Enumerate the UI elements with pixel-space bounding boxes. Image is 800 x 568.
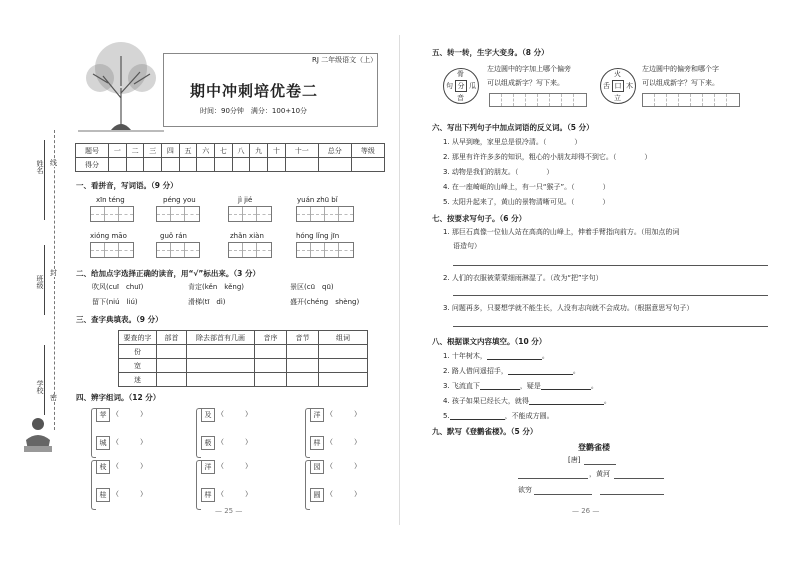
fill-text: 4. 孩子如果已经长大，就得 [443, 397, 529, 405]
dict-col-header: 部首 [157, 331, 187, 345]
reading-choice[interactable]: 吹风(cuī chuī) [92, 283, 144, 291]
score-cell[interactable] [144, 158, 162, 172]
score-cell[interactable] [179, 158, 197, 172]
dict-cell[interactable] [187, 359, 255, 373]
wheel-char: 骨 [457, 70, 464, 78]
fill-blank[interactable] [529, 397, 604, 405]
pinyin-7: zhǎn xiàn [230, 232, 264, 240]
dictionary-header-row [119, 331, 368, 345]
section-4-heading: 四、辨字组词。（12 分） [76, 393, 161, 402]
wheel-char: 瓜 [469, 82, 476, 90]
dict-col-header: 音序 [255, 331, 287, 345]
fill-text: ，疑是 [519, 382, 541, 390]
wheel-hint: 左边圆中的字加上哪个偏旁 [487, 65, 571, 73]
fill-blank[interactable] [508, 367, 573, 375]
right-page [400, 0, 800, 568]
section-6-heading: 六、写出下列句子中加点词语的反义词。（5 分） [432, 123, 594, 132]
wheel-hint: 左边圆中的偏旁和哪个字 [642, 65, 719, 73]
fill-item: 4. 孩子如果已经长大，就得 。 [443, 397, 611, 405]
char-box: 洋 [201, 460, 215, 474]
time-score-info: 时间：90分钟 满分：100+10分 [200, 107, 308, 115]
antonym-item[interactable]: 4. 在一座崎岖的山峰上，有一只“猴子”。（ ） [443, 183, 610, 191]
score-head-cell: 十 [268, 144, 286, 158]
label-class: 班级 [36, 275, 44, 289]
pinyin-6: guǒ rán [160, 232, 187, 240]
poem-line-2b[interactable] [600, 494, 664, 495]
dict-cell[interactable] [319, 373, 368, 387]
score-cell[interactable] [268, 158, 286, 172]
score-cell[interactable] [232, 158, 250, 172]
score-head-cell: 四 [162, 144, 180, 158]
word-paren[interactable]: （ ） [112, 490, 147, 498]
reading-boy-illustration [18, 412, 58, 457]
class-line [44, 245, 45, 315]
answer-grid[interactable] [156, 242, 200, 258]
tree-illustration [78, 38, 164, 132]
word-paren[interactable]: （ ） [217, 490, 252, 498]
section-8-heading: 八、根据课文内容填空。（10 分） [432, 337, 547, 346]
fill-item: 1. 十年树木， 。 [443, 352, 549, 360]
fill-item [443, 412, 554, 420]
sentence-task: 3. 问题再多，只要想学就不能生长，人没有志向就不会成功。（根据意思写句子） [443, 304, 694, 312]
char-box: 园 [310, 460, 324, 474]
pinyin-1: xīn téng [96, 196, 125, 204]
char-box: 圆 [310, 488, 324, 502]
dict-cell[interactable] [187, 373, 255, 387]
dict-cell[interactable] [287, 359, 319, 373]
page-number-left: — 25 — [215, 507, 243, 515]
dictionary-row [119, 345, 368, 359]
dict-cell[interactable] [187, 345, 255, 359]
score-head-cell: 七 [215, 144, 233, 158]
char-box: 样 [310, 436, 324, 450]
fill-item: 2. 路人借问遥招手， 。 [443, 367, 580, 375]
wheel-hint: 可以组成新字？写下来。 [487, 79, 564, 87]
score-cell[interactable] [126, 158, 144, 172]
answer-grid[interactable] [90, 242, 134, 258]
dictionary-table [118, 330, 368, 387]
score-table-header-row [76, 144, 385, 158]
dict-cell[interactable] [319, 359, 368, 373]
fill-blank[interactable] [480, 382, 520, 390]
score-table [75, 143, 385, 172]
word-paren[interactable]: （ ） [326, 410, 361, 418]
section-2-heading: 二、给加点字选择正确的读音，用“√”标出来。（3 分） [76, 269, 260, 278]
score-cell[interactable] [197, 158, 215, 172]
wheel-char: 立 [614, 94, 621, 102]
poem-title: 登鹳雀楼 [578, 443, 610, 452]
word-paren[interactable]: （ ） [326, 462, 361, 470]
pinyin-4: yuán zhū bǐ [297, 196, 338, 204]
answer-line[interactable] [453, 326, 768, 327]
antonym-item[interactable]: 3. 动物是我们的朋友。（ ） [443, 168, 554, 176]
dict-cell[interactable] [157, 373, 187, 387]
antonym-item[interactable]: 5. 太阳升起来了，黄山的景物清晰可见。（ ） [443, 198, 610, 206]
char-box: 苹 [96, 408, 110, 422]
score-cell[interactable] [109, 158, 127, 172]
score-cell[interactable] [285, 158, 318, 172]
dict-cell[interactable] [287, 373, 319, 387]
dict-cell[interactable] [319, 345, 368, 359]
word-paren[interactable]: （ ） [217, 462, 252, 470]
seal-mark: 密 [50, 394, 57, 402]
section-1-heading: 一、看拼音，写词语。（9 分） [76, 181, 178, 190]
score-head-cell: 五 [179, 144, 197, 158]
char-box: 及 [201, 408, 215, 422]
pinyin-5: xióng māo [90, 232, 127, 240]
dict-col-header: 组词 [319, 331, 368, 345]
wheel-char: 音 [457, 94, 464, 102]
bind-mark: 封 [50, 269, 57, 277]
dict-cell[interactable] [157, 345, 187, 359]
school-line [44, 345, 45, 415]
fill-blank[interactable] [487, 352, 542, 360]
answer-line[interactable] [453, 265, 768, 266]
wheel-char: 木 [626, 82, 633, 90]
reading-choice[interactable]: 留下(niú liú) [92, 298, 138, 306]
char-box: 极 [201, 436, 215, 450]
section-9-heading: 九、默写《登鹳雀楼》。（5 分） [432, 427, 538, 436]
word-paren[interactable]: （ ） [217, 438, 252, 446]
score-cell[interactable] [215, 158, 233, 172]
dict-col-header: 音节 [287, 331, 319, 345]
dict-char: 份 [119, 345, 157, 359]
char-box: 洋 [310, 408, 324, 422]
score-head-cell: 总分 [318, 144, 351, 158]
line-mark: 线 [50, 159, 57, 167]
fill-blank[interactable] [450, 412, 505, 420]
page-title: 期中冲刺培优卷二 [190, 82, 319, 100]
reading-choice[interactable]: 肯定(kěn kěng) [188, 283, 244, 291]
section-3-heading: 三、查字典填表。（9 分） [76, 315, 163, 324]
word-paren[interactable]: （ ） [326, 490, 361, 498]
word-paren[interactable]: （ ） [112, 410, 147, 418]
dictionary-row [119, 373, 368, 387]
poem-line-1a[interactable] [518, 478, 588, 479]
series-label: RJ 二年级语文（上） [312, 56, 378, 64]
score-head-cell: 等级 [351, 144, 384, 158]
sentence-task: 2. 人们的衣服被蒙蒙细雨淋湿了。（改为“把”字句） [443, 274, 603, 282]
score-cell[interactable] [318, 158, 351, 172]
score-head-cell: 三 [144, 144, 162, 158]
answer-grid[interactable] [228, 206, 272, 222]
poem-dynasty: [唐] [568, 456, 581, 464]
score-head-cell: 二 [126, 144, 144, 158]
char-box: 样 [201, 488, 215, 502]
fill-text: 5. [443, 412, 450, 420]
fill-text: 2. 路人借问遥招手， [443, 367, 508, 375]
reading-choice[interactable]: 盛开(chéng shèng) [290, 298, 360, 306]
wheel-center-box: 分 [455, 80, 467, 92]
score-cell[interactable] [351, 158, 384, 172]
score-head-cell: 六 [197, 144, 215, 158]
poem-line-2a[interactable] [534, 494, 592, 495]
score-head-cell: 八 [232, 144, 250, 158]
dictionary-row [119, 359, 368, 373]
score-head-cell: 一 [109, 144, 127, 158]
reading-choice[interactable]: 滑梯(tī dì) [188, 298, 226, 306]
label-school: 学校 [36, 380, 44, 394]
dict-cell[interactable] [255, 373, 287, 387]
section-7-heading: 七、按要求写句子。（6 分） [432, 214, 527, 223]
dict-cell[interactable] [255, 345, 287, 359]
fill-text: ，不能成方圆。 [504, 412, 554, 420]
dict-col-header: 除去部首有几画 [187, 331, 255, 345]
antonym-item[interactable]: 1. 从早到晚，家里总是很冷清。（ ） [443, 138, 582, 146]
word-paren[interactable]: （ ） [217, 410, 252, 418]
pinyin-2: péng you [163, 196, 196, 204]
score-head-cell: 九 [250, 144, 268, 158]
answer-grid[interactable] [296, 206, 354, 222]
answer-grid[interactable] [228, 242, 272, 258]
wheel-char: 火 [614, 70, 621, 78]
dict-cell[interactable] [157, 359, 187, 373]
page-number-right: — 26 — [572, 507, 600, 515]
dict-cell[interactable] [255, 359, 287, 373]
pinyin-8: hóng lǐng jīn [296, 232, 340, 240]
antonym-item[interactable]: 2. 那里有许许多多的知识，粗心的小朋友却得不到它。（ ） [443, 153, 652, 161]
score-head-cell: 题号 [76, 144, 109, 158]
wheel-center-box: 口 [612, 80, 624, 92]
dict-char: 迷 [119, 373, 157, 387]
poem-line-1b[interactable] [614, 478, 664, 479]
dict-col-header: 要查的字 [119, 331, 157, 345]
answer-cells[interactable] [489, 93, 587, 107]
dict-char: 宽 [119, 359, 157, 373]
answer-grid[interactable] [156, 206, 200, 222]
score-head-cell: 十一 [285, 144, 318, 158]
pinyin-3: jì jié [238, 196, 253, 204]
author-line[interactable] [584, 464, 616, 465]
poem-text: ，黄河 [589, 470, 610, 478]
char-box: 桂 [96, 488, 110, 502]
poem-text: 欲穷 [518, 486, 532, 494]
label-name: 姓名 [36, 160, 44, 174]
score-row-label: 得分 [76, 158, 109, 172]
reading-choice[interactable]: 景区(cū qū) [290, 283, 334, 291]
dashed-bind-line [54, 130, 55, 430]
dict-cell[interactable] [287, 345, 319, 359]
sentence-task-cont: 语造句） [453, 242, 481, 250]
name-line [44, 140, 45, 220]
fill-text: 1. 十年树木， [443, 352, 487, 360]
word-paren[interactable]: （ ） [326, 438, 361, 446]
binding-strip [32, 130, 62, 530]
char-box: 枝 [96, 460, 110, 474]
word-paren[interactable]: （ ） [112, 462, 147, 470]
answer-grid[interactable] [90, 206, 134, 222]
answer-grid[interactable] [296, 242, 354, 258]
word-paren[interactable]: （ ） [112, 438, 147, 446]
sentence-task: 1. 那巨石真像一位仙人站在高高的山峰上，伸着手臂指向前方。（用加点的词 [443, 228, 680, 236]
score-cell[interactable] [162, 158, 180, 172]
char-box: 城 [96, 436, 110, 450]
wheel-char: 句 [446, 82, 453, 90]
fill-text: 3. 飞流直下 [443, 382, 480, 390]
section-5-heading: 五、转一转，生字大变身。（8 分） [432, 48, 549, 57]
wheel-char: 舌 [603, 82, 610, 90]
fill-item: 3. 飞流直下 ，疑是 。 [443, 382, 598, 390]
answer-cells[interactable] [642, 93, 740, 107]
answer-line[interactable] [453, 295, 768, 296]
fill-blank[interactable] [541, 382, 591, 390]
score-table-score-row [76, 158, 385, 172]
score-cell[interactable] [250, 158, 268, 172]
wheel-hint: 可以组成新字？写下来。 [642, 79, 719, 87]
